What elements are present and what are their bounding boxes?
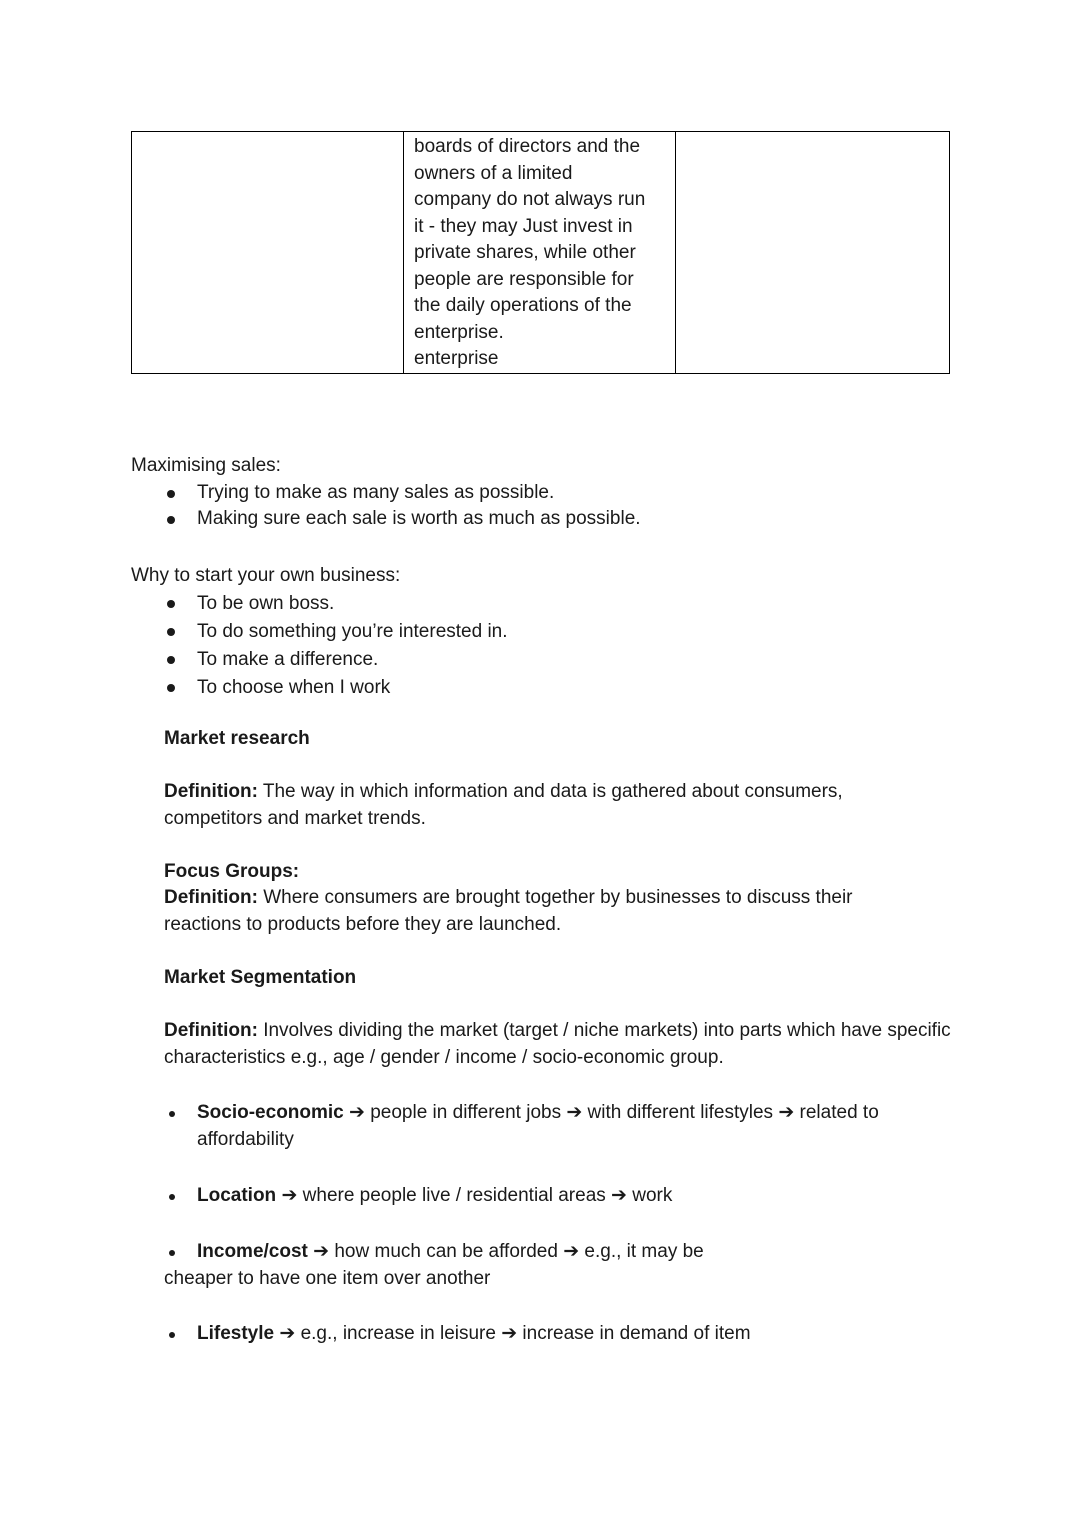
focus-groups-definition <box>164 885 924 938</box>
cell-line: company do not always run <box>414 189 646 210</box>
bullet-icon <box>167 628 175 636</box>
bullet-icon <box>167 600 175 608</box>
list-item: Trying to make as many sales as possible. <box>131 480 951 507</box>
table-cell-empty-right <box>676 132 950 374</box>
segment-list <box>164 1183 954 1210</box>
market-research-heading: Market research <box>164 728 310 749</box>
why-start-section <box>131 562 951 702</box>
bullet-icon <box>169 1332 175 1338</box>
cell-line: enterprise. <box>414 321 504 343</box>
bullet-icon <box>167 490 175 498</box>
segment-list <box>164 1239 954 1266</box>
market-segmentation-definition <box>164 1018 954 1071</box>
definition-text: Involves dividing the market (target / niche markets) into parts which have specific characteristics e.g., age / gender / income / socio-economic group. <box>164 1020 951 1068</box>
segment-list <box>164 1100 954 1153</box>
table-cell-text <box>404 132 676 374</box>
cell-line: it - they may Just invest in <box>414 215 633 237</box>
definition-label: Definition: <box>164 781 258 802</box>
list-item: Making sure each sale is worth as much as possible. <box>131 506 951 533</box>
list-item: Income/cost ➔ how much can be afforded ➔ e.g., it may be <box>164 1239 954 1266</box>
segment-item-lifestyle <box>164 1321 954 1348</box>
bullet-icon <box>169 1111 175 1117</box>
cell-line: private shares, while other <box>414 242 636 263</box>
notes-table <box>131 131 950 374</box>
definition-text: The way in which information and data is gathered about consumers, competitors and market trends. <box>164 781 843 829</box>
segment-list <box>164 1321 954 1348</box>
cell-line: boards of directors and the <box>414 136 641 157</box>
segment-item-income-cost <box>164 1239 954 1292</box>
list-item: Location ➔ where people live / residential areas ➔ work <box>164 1183 954 1210</box>
bullet-icon <box>167 516 175 524</box>
why-start-list <box>131 590 951 702</box>
definition-text: Where consumers are brought together by businesses to discuss their reactions to products before they are launched. <box>164 887 853 935</box>
maximising-sales-list <box>131 480 951 533</box>
cell-line: enterprise <box>414 348 499 369</box>
market-research-definition <box>164 779 924 832</box>
cell-line: people are responsible for <box>414 268 634 290</box>
segment-continuation: cheaper to have one item over another <box>164 1267 491 1289</box>
segment-item-socio-economic <box>164 1100 954 1153</box>
table-cell-empty-left <box>132 132 404 374</box>
list-item: To make a difference. <box>131 646 951 674</box>
bullet-icon <box>167 684 175 692</box>
list-item: Lifestyle ➔ e.g., increase in leisure ➔ increase in demand of item <box>164 1321 954 1348</box>
list-item: To be own boss. <box>131 590 951 618</box>
cell-line: owners of a limited <box>414 162 573 184</box>
market-segmentation-heading: Market Segmentation <box>164 967 357 988</box>
cell-line: the daily operations of the <box>414 295 632 316</box>
bullet-icon <box>167 656 175 664</box>
segment-item-location <box>164 1183 954 1210</box>
focus-groups-heading: Focus Groups: <box>164 861 300 882</box>
definition-label: Definition: <box>164 1020 258 1041</box>
list-item: Socio-economic ➔ people in different jobs ➔ with different lifestyles ➔ related to affordability <box>164 1100 954 1153</box>
list-item: To do something you’re interested in. <box>131 618 951 646</box>
bullet-icon <box>169 1194 175 1200</box>
definition-label: Definition: <box>164 887 258 908</box>
why-start-title: Why to start your own business: <box>131 565 401 586</box>
table-row <box>132 132 950 374</box>
list-item: To choose when I work <box>131 674 951 702</box>
maximising-sales-section <box>131 453 951 533</box>
bullet-icon <box>169 1250 175 1256</box>
maximising-sales-title: Maximising sales: <box>131 455 281 476</box>
